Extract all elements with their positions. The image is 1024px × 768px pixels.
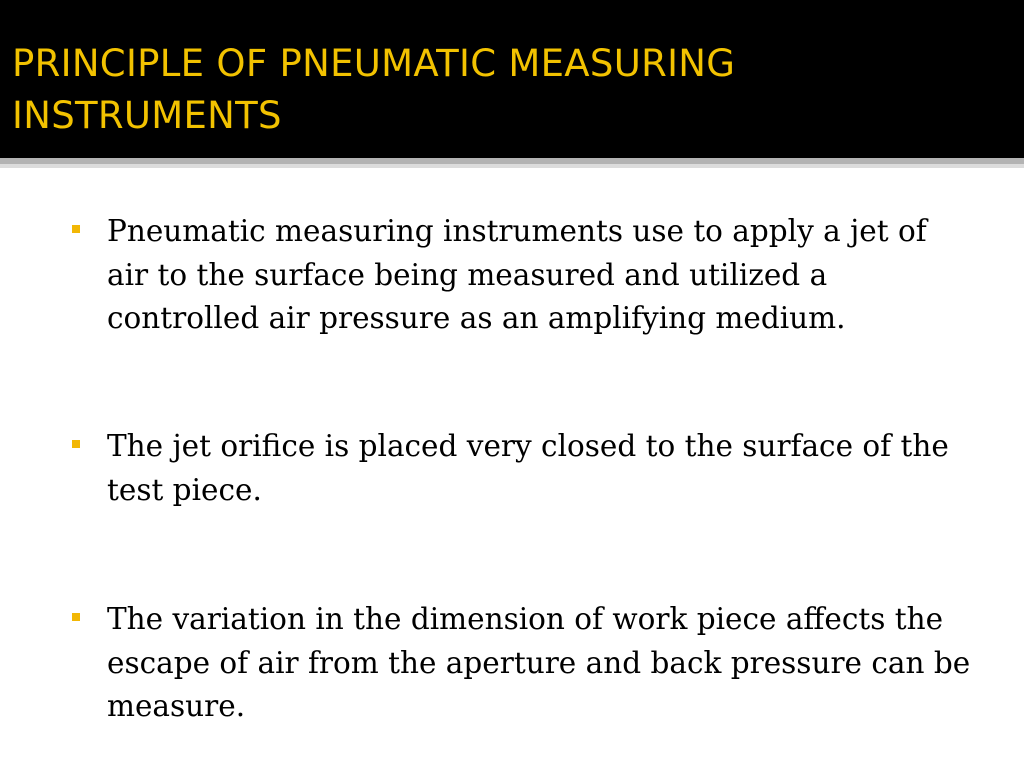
square-bullet-icon <box>72 225 80 233</box>
bullet-text: The jet orifice is placed very closed to the surface of the test piece. <box>107 429 949 507</box>
slide-title: PRINCIPLE OF PNEUMATIC MEASURING INSTRUMENTS <box>12 42 736 137</box>
square-bullet-icon <box>72 440 80 448</box>
square-bullet-icon <box>72 613 80 621</box>
bullet-text: The variation in the dimension of work piece affects the escape of air from the aperture and back pressure can be measure. <box>107 602 971 723</box>
bullet-text: Pneumatic measuring instruments use to apply a jet of air to the surface being measured and utilized a controlled air pressure as an amplifying medium. <box>107 214 927 335</box>
